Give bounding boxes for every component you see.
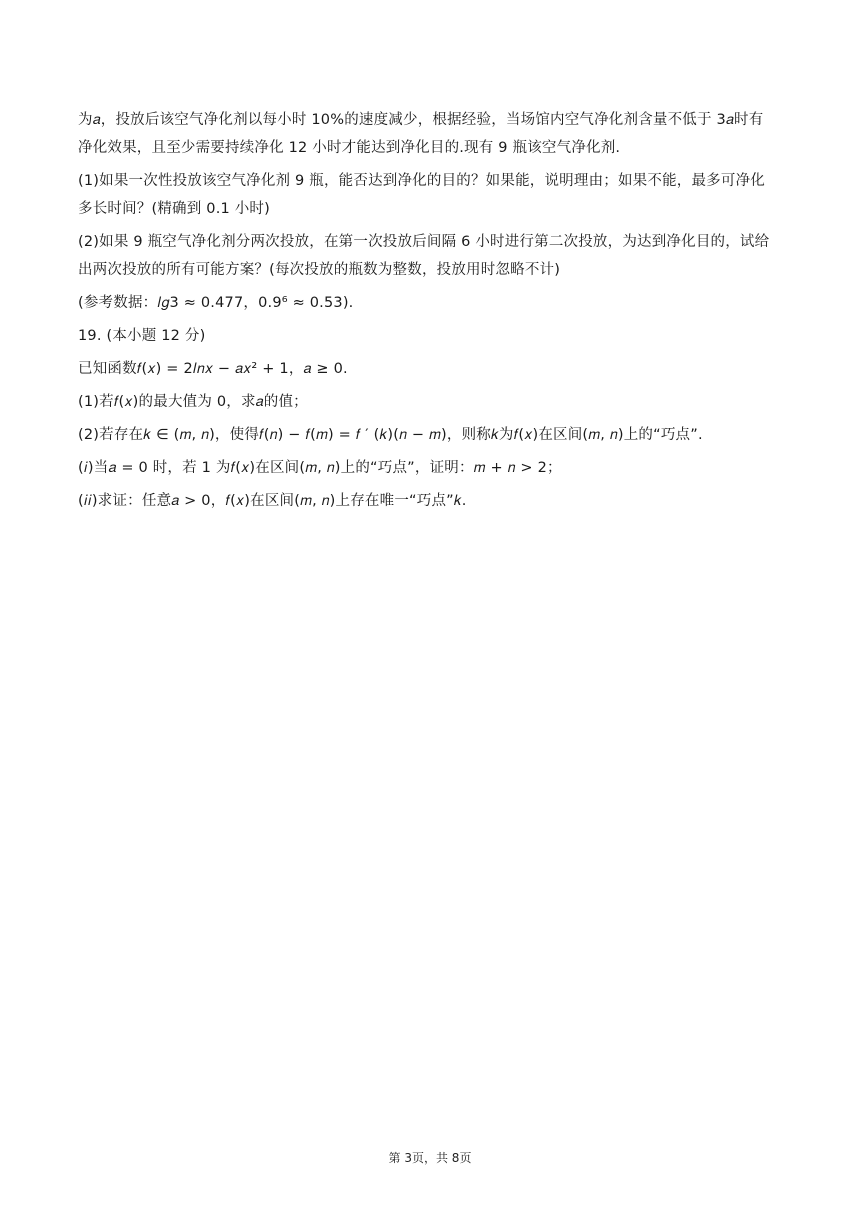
text-line-1: 为𝑎，投放后该空气净化剂以每小时 10%的速度减少，根据经验，当场馆内空气净化剂含量不低于 3𝑎时有 [78,112,764,128]
page-footer: 第 3页，共 8页 [388,1151,472,1165]
question-19-heading: 19. (本小题 12 分) [78,328,206,344]
text-line-2: 净化效果，且至少需要持续净化 12 小时才能达到净化目的.现有 9 瓶该空气净化剂. [78,140,621,156]
text-line-4: 多长时间？(精确到 0.1 小时) [78,201,270,217]
text-line-9: 已知函数𝑓(𝑥) = 2𝑙𝑛𝑥 − 𝑎𝑥² + 1，𝑎 ≥ 0. [78,361,348,377]
text-line-12: (𝑖)当𝑎 = 0 时，若 1 为𝑓(𝑥)在区间(𝑚, 𝑛)上的“巧点”，证明：𝑚 + 𝑛 > 2； [78,460,562,476]
text-line-6: 出两次投放的所有可能方案？(每次投放的瓶数为整数，投放用时忽略不计) [78,262,561,278]
text-line-3: (1)如果一次性投放该空气净化剂 9 瓶，能否达到净化的目的？如果能，说明理由；如果不能，最多可净化 [78,173,765,189]
text-line-13: (𝑖𝑖)求证：任意𝑎 > 0，𝑓(𝑥)在区间(𝑚, 𝑛)上存在唯一“巧点”𝑘. [78,493,467,509]
problem-text [78,106,784,515]
text-line-7: (参考数据：𝑙𝑔3 ≈ 0.477，0.9⁶ ≈ 0.53). [78,295,354,311]
text-line-11: (2)若存在𝑘 ∈ (𝑚, 𝑛)，使得𝑓(𝑛) − 𝑓(𝑚) = 𝑓 ′ (𝑘)(𝑛 − 𝑚)，则称𝑘为𝑓(𝑥)在区间(𝑚, 𝑛)上的“巧点”. [78,427,703,443]
text-line-10: (1)若𝑓(𝑥)的最大值为 0，求𝑎的值； [78,394,308,410]
text-line-5: (2)如果 9 瓶空气净化剂分两次投放，在第一次投放后间隔 6 小时进行第二次投放，为达到净化目的，试给 [78,234,770,250]
